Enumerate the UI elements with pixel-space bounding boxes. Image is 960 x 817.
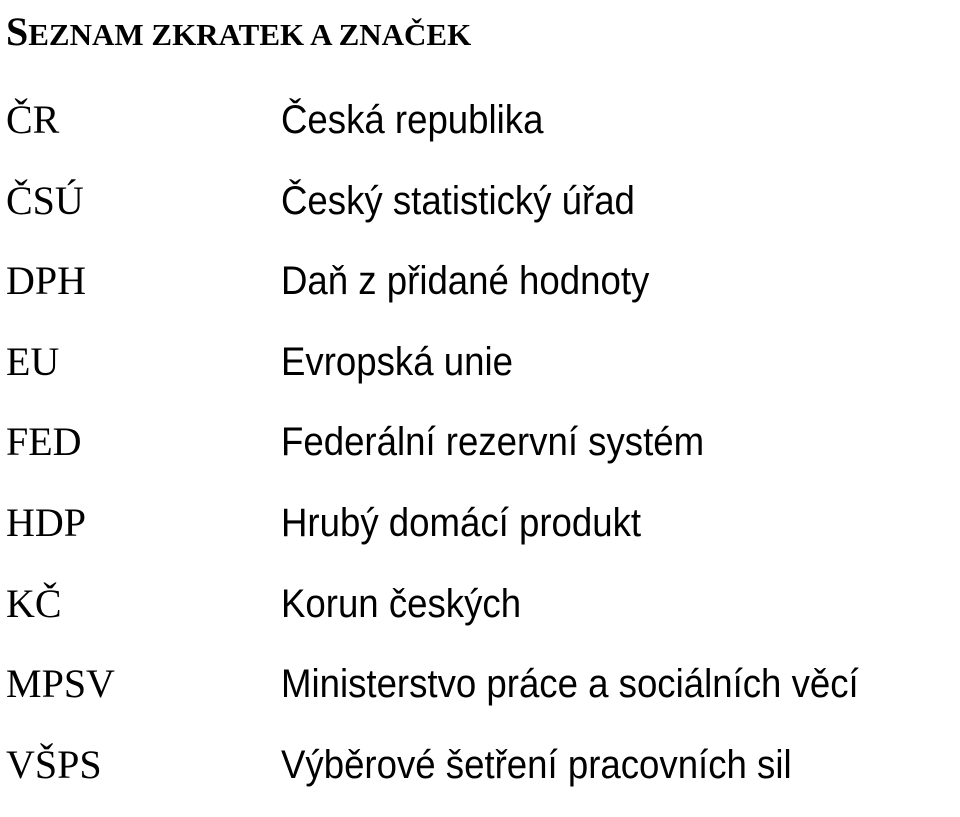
abbreviation-meaning: Federální rezervní systém (281, 420, 705, 465)
abbreviation-meaning: Daň z přidané hodnoty (281, 259, 650, 304)
abbreviation: DPH (6, 258, 87, 304)
abbreviation: EU (6, 338, 60, 384)
abbreviation-meaning: Korun českých (281, 581, 522, 626)
abbreviation: MPSV (6, 661, 115, 707)
page-title-rest: EZNAM ZKRATEK A ZNAČEK (28, 17, 472, 52)
abbreviation: ČR (6, 97, 60, 142)
abbreviation: FED (6, 419, 82, 465)
page-title-initial: S (6, 9, 29, 54)
page-title (6, 8, 471, 59)
abbreviation-list (0, 92, 960, 817)
list-item (0, 576, 960, 657)
abbreviation-meaning: Český statistický úřad (281, 178, 635, 223)
list-item (0, 414, 960, 495)
abbreviation-meaning: Evropská unie (281, 339, 513, 384)
abbreviation: HDP (6, 499, 87, 545)
abbreviation-meaning: Výběrové šetření pracovních sil (281, 742, 792, 787)
list-item (0, 92, 960, 173)
list-item (0, 737, 960, 817)
list-item (0, 334, 960, 415)
list-item (0, 253, 960, 334)
list-item (0, 173, 960, 254)
abbreviation-meaning: Ministerstvo práce a sociálních věcí (281, 662, 859, 707)
abbreviation-meaning: Hrubý domácí produkt (281, 500, 642, 545)
list-item (0, 495, 960, 576)
abbreviation-meaning: Česká republika (281, 98, 544, 142)
abbreviation: ČSÚ (6, 177, 84, 223)
list-item (0, 656, 960, 737)
abbreviation: VŠPS (6, 741, 102, 787)
abbreviation: KČ (6, 580, 62, 626)
